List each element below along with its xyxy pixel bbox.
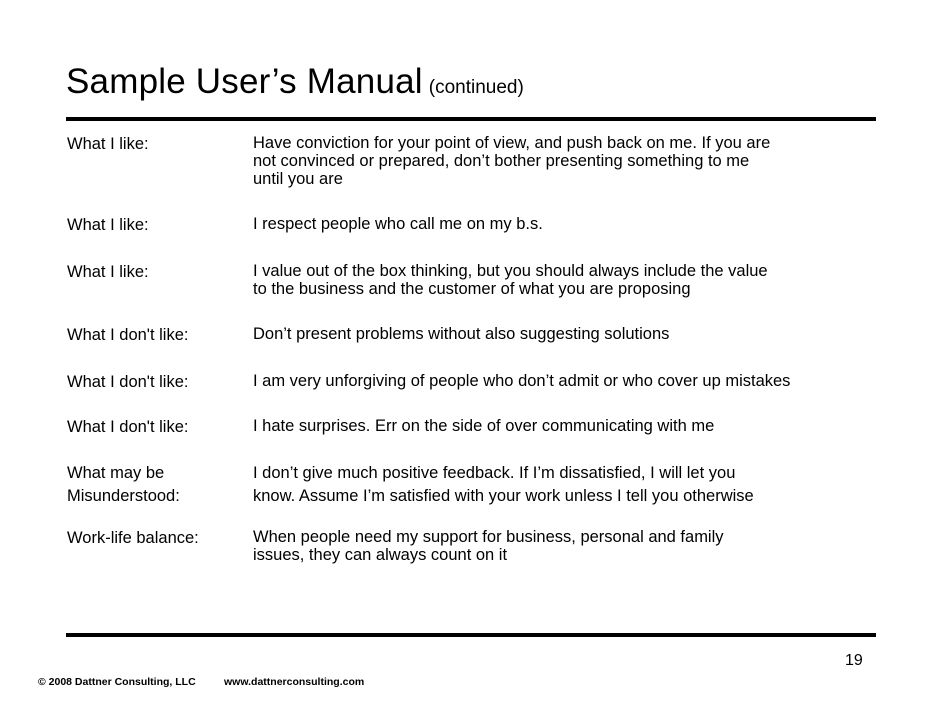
- row-description: [253, 325, 878, 343]
- row-description-line: I value out of the box thinking, but you should always include the value: [253, 262, 768, 280]
- row-description-line: know. Assume I’m satisfied with your work unless I tell you otherwise: [253, 487, 754, 505]
- row-label: [67, 462, 180, 508]
- row-description-line: I respect people who call me on my b.s.: [253, 215, 543, 233]
- row-description: [253, 462, 878, 508]
- row-description-line: Have conviction for your point of view, and push back on me. If you are: [253, 134, 771, 152]
- row-description: [253, 215, 878, 233]
- row-description: [253, 134, 878, 188]
- row-description: [253, 528, 878, 564]
- row-description-line: When people need my support for business, personal and family: [253, 528, 724, 546]
- row-description-line: I am very unforgiving of people who don’t admit or who cover up mistakes: [253, 372, 791, 390]
- row-label: Work-life balance:: [67, 529, 199, 547]
- page-title-main: Sample User’s Manual: [66, 62, 423, 101]
- row-description-line: issues, they can always count on it: [253, 546, 508, 564]
- row-label: What I don't like:: [67, 373, 189, 391]
- row-description-line: Don’t present problems without also suggesting solutions: [253, 325, 670, 343]
- page-number: 19: [845, 652, 863, 669]
- top-divider: [66, 117, 876, 121]
- page-title: [66, 62, 524, 102]
- row-label: What I don't like:: [67, 418, 189, 436]
- footer-copyright: © 2008 Dattner Consulting, LLC: [38, 676, 196, 688]
- row-description: [253, 417, 878, 435]
- row-label: What I like:: [67, 135, 149, 153]
- page-title-subtitle: (continued): [428, 77, 524, 98]
- row-description-line: until you are: [253, 170, 343, 188]
- row-label-line: What may be: [67, 464, 165, 482]
- footer-website: www.dattnerconsulting.com: [224, 676, 365, 688]
- row-label: What I like:: [67, 263, 149, 281]
- bottom-divider: [66, 633, 876, 637]
- row-description: [253, 372, 878, 390]
- row-label: What I like:: [67, 216, 149, 234]
- row-label: What I don't like:: [67, 326, 189, 344]
- row-description-line: I hate surprises. Err on the side of over communicating with me: [253, 417, 715, 435]
- row-description-line: to the business and the customer of what you are proposing: [253, 280, 691, 298]
- row-description-line: not convinced or prepared, don’t bother presenting something to me: [253, 152, 750, 170]
- row-description: [253, 262, 878, 298]
- row-label-line: Misunderstood:: [67, 487, 180, 505]
- row-description-line: I don’t give much positive feedback. If I’m dissatisfied, I will let you: [253, 464, 736, 482]
